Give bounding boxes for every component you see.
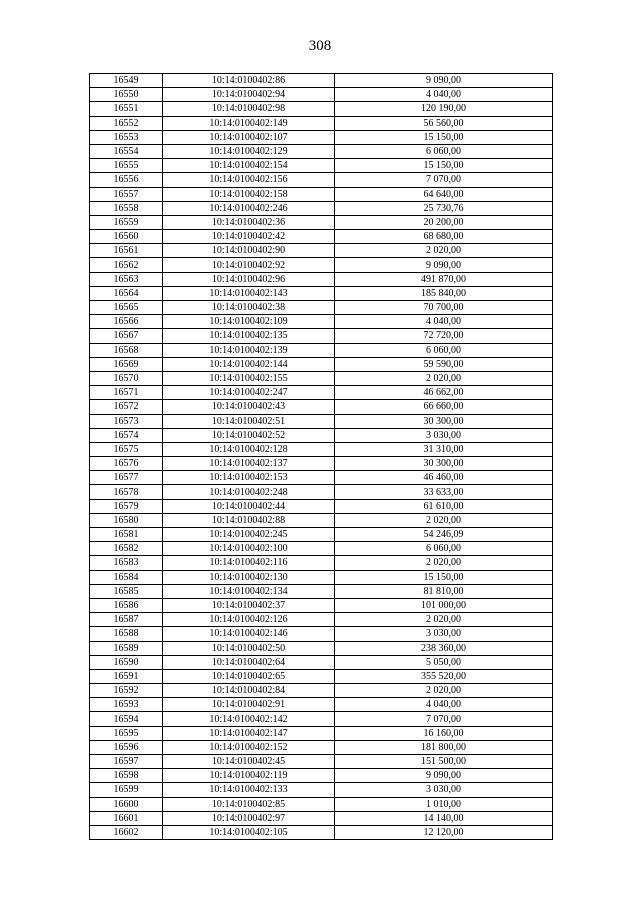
- cadastral-number-cell: 10:14:0100402:98: [163, 102, 335, 116]
- value-cell: 7 070,00: [335, 173, 553, 187]
- table-row: [90, 613, 553, 627]
- value-cell: 5 050,00: [335, 655, 553, 669]
- table-row: [90, 102, 553, 116]
- value-cell: 61 610,00: [335, 499, 553, 513]
- cadastral-number-cell: 10:14:0100402:248: [163, 485, 335, 499]
- cadastral-number-cell: 10:14:0100402:36: [163, 215, 335, 229]
- row-number-cell: 16590: [90, 655, 163, 669]
- value-cell: 6 060,00: [335, 343, 553, 357]
- cadastral-number-cell: 10:14:0100402:143: [163, 286, 335, 300]
- table-row: [90, 442, 553, 456]
- row-number-cell: 16571: [90, 386, 163, 400]
- table-row: [90, 116, 553, 130]
- table-row: [90, 74, 553, 88]
- row-number-cell: 16579: [90, 499, 163, 513]
- table-row: [90, 570, 553, 584]
- row-number-cell: 16602: [90, 825, 163, 839]
- value-cell: 2 020,00: [335, 556, 553, 570]
- table-row: [90, 215, 553, 229]
- cadastral-number-cell: 10:14:0100402:126: [163, 613, 335, 627]
- row-number-cell: 16572: [90, 400, 163, 414]
- value-cell: 30 300,00: [335, 414, 553, 428]
- row-number-cell: 16588: [90, 627, 163, 641]
- value-cell: 6 060,00: [335, 144, 553, 158]
- table-row: [90, 258, 553, 272]
- table-row: [90, 428, 553, 442]
- cadastral-number-cell: 10:14:0100402:134: [163, 584, 335, 598]
- table-row: [90, 825, 553, 839]
- cadastral-number-cell: 10:14:0100402:50: [163, 641, 335, 655]
- cadastral-number-cell: 10:14:0100402:139: [163, 343, 335, 357]
- value-cell: 491 870,00: [335, 272, 553, 286]
- table-row: [90, 286, 553, 300]
- table-row: [90, 641, 553, 655]
- row-number-cell: 16561: [90, 244, 163, 258]
- table-row: [90, 755, 553, 769]
- cadastral-number-cell: 10:14:0100402:156: [163, 173, 335, 187]
- table-row: [90, 740, 553, 754]
- value-cell: 56 560,00: [335, 116, 553, 130]
- table-row: [90, 513, 553, 527]
- cadastral-number-cell: 10:14:0100402:84: [163, 684, 335, 698]
- row-number-cell: 16586: [90, 598, 163, 612]
- cadastral-number-cell: 10:14:0100402:109: [163, 315, 335, 329]
- table-row: [90, 655, 553, 669]
- row-number-cell: 16550: [90, 88, 163, 102]
- row-number-cell: 16551: [90, 102, 163, 116]
- cadastral-number-cell: 10:14:0100402:129: [163, 144, 335, 158]
- cadastral-number-cell: 10:14:0100402:144: [163, 357, 335, 371]
- table-row: [90, 627, 553, 641]
- row-number-cell: 16566: [90, 315, 163, 329]
- value-cell: 185 840,00: [335, 286, 553, 300]
- value-cell: 16 160,00: [335, 726, 553, 740]
- cadastral-number-cell: 10:14:0100402:37: [163, 598, 335, 612]
- table-row: [90, 357, 553, 371]
- table-row: [90, 386, 553, 400]
- row-number-cell: 16587: [90, 613, 163, 627]
- cadastral-number-cell: 10:14:0100402:153: [163, 471, 335, 485]
- value-cell: 15 150,00: [335, 159, 553, 173]
- value-cell: 4 040,00: [335, 698, 553, 712]
- row-number-cell: 16597: [90, 755, 163, 769]
- row-number-cell: 16558: [90, 201, 163, 215]
- value-cell: 70 700,00: [335, 301, 553, 315]
- cadastral-number-cell: 10:14:0100402:247: [163, 386, 335, 400]
- table-row: [90, 244, 553, 258]
- cadastral-number-cell: 10:14:0100402:130: [163, 570, 335, 584]
- table-row: [90, 528, 553, 542]
- cadastral-number-cell: 10:14:0100402:65: [163, 669, 335, 683]
- value-cell: 3 030,00: [335, 428, 553, 442]
- row-number-cell: 16568: [90, 343, 163, 357]
- row-number-cell: 16573: [90, 414, 163, 428]
- value-cell: 120 190,00: [335, 102, 553, 116]
- table-row: [90, 187, 553, 201]
- cadastral-number-cell: 10:14:0100402:45: [163, 755, 335, 769]
- table-row: [90, 130, 553, 144]
- row-number-cell: 16595: [90, 726, 163, 740]
- value-cell: 4 040,00: [335, 315, 553, 329]
- cadastral-number-cell: 10:14:0100402:96: [163, 272, 335, 286]
- value-cell: 46 662,00: [335, 386, 553, 400]
- row-number-cell: 16552: [90, 116, 163, 130]
- cadastral-number-cell: 10:14:0100402:142: [163, 712, 335, 726]
- cadastral-number-cell: 10:14:0100402:128: [163, 442, 335, 456]
- cadastral-number-cell: 10:14:0100402:152: [163, 740, 335, 754]
- row-number-cell: 16553: [90, 130, 163, 144]
- cadastral-number-cell: 10:14:0100402:52: [163, 428, 335, 442]
- table-row: [90, 400, 553, 414]
- value-cell: 54 246,09: [335, 528, 553, 542]
- cadastral-number-cell: 10:14:0100402:97: [163, 811, 335, 825]
- table-row: [90, 315, 553, 329]
- table-row: [90, 272, 553, 286]
- row-number-cell: 16555: [90, 159, 163, 173]
- cadastral-number-cell: 10:14:0100402:133: [163, 783, 335, 797]
- cadastral-number-cell: 10:14:0100402:44: [163, 499, 335, 513]
- value-cell: 9 090,00: [335, 769, 553, 783]
- cadastral-number-cell: 10:14:0100402:158: [163, 187, 335, 201]
- row-number-cell: 16563: [90, 272, 163, 286]
- row-number-cell: 16594: [90, 712, 163, 726]
- value-cell: 101 000,00: [335, 598, 553, 612]
- value-cell: 31 310,00: [335, 442, 553, 456]
- row-number-cell: 16549: [90, 74, 163, 88]
- value-cell: 151 500,00: [335, 755, 553, 769]
- table-row: [90, 811, 553, 825]
- value-cell: 7 070,00: [335, 712, 553, 726]
- table-row: [90, 457, 553, 471]
- table-row: [90, 371, 553, 385]
- cadastral-number-cell: 10:14:0100402:155: [163, 371, 335, 385]
- value-cell: 20 200,00: [335, 215, 553, 229]
- row-number-cell: 16582: [90, 542, 163, 556]
- value-cell: 64 640,00: [335, 187, 553, 201]
- value-cell: 355 520,00: [335, 669, 553, 683]
- table-row: [90, 584, 553, 598]
- value-cell: 68 680,00: [335, 230, 553, 244]
- table-row: [90, 783, 553, 797]
- value-cell: 3 030,00: [335, 783, 553, 797]
- cadastral-number-cell: 10:14:0100402:43: [163, 400, 335, 414]
- cadastral-number-cell: 10:14:0100402:245: [163, 528, 335, 542]
- value-cell: 238 360,00: [335, 641, 553, 655]
- table-row: [90, 230, 553, 244]
- table-row: [90, 88, 553, 102]
- value-cell: 9 090,00: [335, 258, 553, 272]
- value-cell: 66 660,00: [335, 400, 553, 414]
- cadastral-number-cell: 10:14:0100402:42: [163, 230, 335, 244]
- table-row: [90, 598, 553, 612]
- table-row: [90, 542, 553, 556]
- cadastral-number-cell: 10:14:0100402:107: [163, 130, 335, 144]
- row-number-cell: 16554: [90, 144, 163, 158]
- row-number-cell: 16580: [90, 513, 163, 527]
- cadastral-number-cell: 10:14:0100402:64: [163, 655, 335, 669]
- value-cell: 25 730,76: [335, 201, 553, 215]
- registry-table: [89, 73, 553, 840]
- value-cell: 14 140,00: [335, 811, 553, 825]
- table-row: [90, 329, 553, 343]
- row-number-cell: 16564: [90, 286, 163, 300]
- row-number-cell: 16577: [90, 471, 163, 485]
- table-row: [90, 144, 553, 158]
- value-cell: 9 090,00: [335, 74, 553, 88]
- value-cell: 2 020,00: [335, 371, 553, 385]
- table-row: [90, 769, 553, 783]
- row-number-cell: 16559: [90, 215, 163, 229]
- cadastral-number-cell: 10:14:0100402:85: [163, 797, 335, 811]
- cadastral-number-cell: 10:14:0100402:91: [163, 698, 335, 712]
- cadastral-number-cell: 10:14:0100402:119: [163, 769, 335, 783]
- value-cell: 2 020,00: [335, 244, 553, 258]
- cadastral-number-cell: 10:14:0100402:88: [163, 513, 335, 527]
- row-number-cell: 16589: [90, 641, 163, 655]
- row-number-cell: 16565: [90, 301, 163, 315]
- row-number-cell: 16583: [90, 556, 163, 570]
- value-cell: 4 040,00: [335, 88, 553, 102]
- row-number-cell: 16578: [90, 485, 163, 499]
- value-cell: 81 810,00: [335, 584, 553, 598]
- value-cell: 2 020,00: [335, 513, 553, 527]
- cadastral-number-cell: 10:14:0100402:86: [163, 74, 335, 88]
- cadastral-number-cell: 10:14:0100402:105: [163, 825, 335, 839]
- table-row: [90, 485, 553, 499]
- value-cell: 181 800,00: [335, 740, 553, 754]
- cadastral-number-cell: 10:14:0100402:100: [163, 542, 335, 556]
- cadastral-number-cell: 10:14:0100402:38: [163, 301, 335, 315]
- value-cell: 2 020,00: [335, 684, 553, 698]
- row-number-cell: 16596: [90, 740, 163, 754]
- table-row: [90, 414, 553, 428]
- cadastral-number-cell: 10:14:0100402:135: [163, 329, 335, 343]
- row-number-cell: 16569: [90, 357, 163, 371]
- table-row: [90, 201, 553, 215]
- row-number-cell: 16557: [90, 187, 163, 201]
- cadastral-number-cell: 10:14:0100402:154: [163, 159, 335, 173]
- value-cell: 3 030,00: [335, 627, 553, 641]
- table-row: [90, 343, 553, 357]
- row-number-cell: 16570: [90, 371, 163, 385]
- table-row: [90, 499, 553, 513]
- row-number-cell: 16601: [90, 811, 163, 825]
- cadastral-number-cell: 10:14:0100402:51: [163, 414, 335, 428]
- row-number-cell: 16592: [90, 684, 163, 698]
- table-row: [90, 712, 553, 726]
- row-number-cell: 16581: [90, 528, 163, 542]
- table-row: [90, 173, 553, 187]
- row-number-cell: 16574: [90, 428, 163, 442]
- cadastral-number-cell: 10:14:0100402:246: [163, 201, 335, 215]
- value-cell: 72 720,00: [335, 329, 553, 343]
- value-cell: 15 150,00: [335, 570, 553, 584]
- value-cell: 2 020,00: [335, 613, 553, 627]
- page-number: 308: [308, 38, 332, 54]
- table-row: [90, 471, 553, 485]
- table-row: [90, 159, 553, 173]
- row-number-cell: 16599: [90, 783, 163, 797]
- row-number-cell: 16585: [90, 584, 163, 598]
- value-cell: 15 150,00: [335, 130, 553, 144]
- row-number-cell: 16584: [90, 570, 163, 584]
- cadastral-number-cell: 10:14:0100402:90: [163, 244, 335, 258]
- table-row: [90, 301, 553, 315]
- row-number-cell: 16575: [90, 442, 163, 456]
- cadastral-number-cell: 10:14:0100402:146: [163, 627, 335, 641]
- row-number-cell: 16562: [90, 258, 163, 272]
- row-number-cell: 16593: [90, 698, 163, 712]
- cadastral-number-cell: 10:14:0100402:149: [163, 116, 335, 130]
- cadastral-number-cell: 10:14:0100402:94: [163, 88, 335, 102]
- registry-table-body: [90, 74, 553, 840]
- value-cell: 59 590,00: [335, 357, 553, 371]
- table-row: [90, 726, 553, 740]
- value-cell: 6 060,00: [335, 542, 553, 556]
- table-row: [90, 698, 553, 712]
- value-cell: 12 120,00: [335, 825, 553, 839]
- value-cell: 46 460,00: [335, 471, 553, 485]
- row-number-cell: 16567: [90, 329, 163, 343]
- cadastral-number-cell: 10:14:0100402:147: [163, 726, 335, 740]
- table-row: [90, 684, 553, 698]
- table-row: [90, 669, 553, 683]
- cadastral-number-cell: 10:14:0100402:116: [163, 556, 335, 570]
- row-number-cell: 16600: [90, 797, 163, 811]
- cadastral-number-cell: 10:14:0100402:137: [163, 457, 335, 471]
- value-cell: 33 633,00: [335, 485, 553, 499]
- cadastral-number-cell: 10:14:0100402:92: [163, 258, 335, 272]
- value-cell: 30 300,00: [335, 457, 553, 471]
- row-number-cell: 16598: [90, 769, 163, 783]
- row-number-cell: 16591: [90, 669, 163, 683]
- row-number-cell: 16560: [90, 230, 163, 244]
- row-number-cell: 16556: [90, 173, 163, 187]
- table-row: [90, 556, 553, 570]
- table-row: [90, 797, 553, 811]
- value-cell: 1 010,00: [335, 797, 553, 811]
- row-number-cell: 16576: [90, 457, 163, 471]
